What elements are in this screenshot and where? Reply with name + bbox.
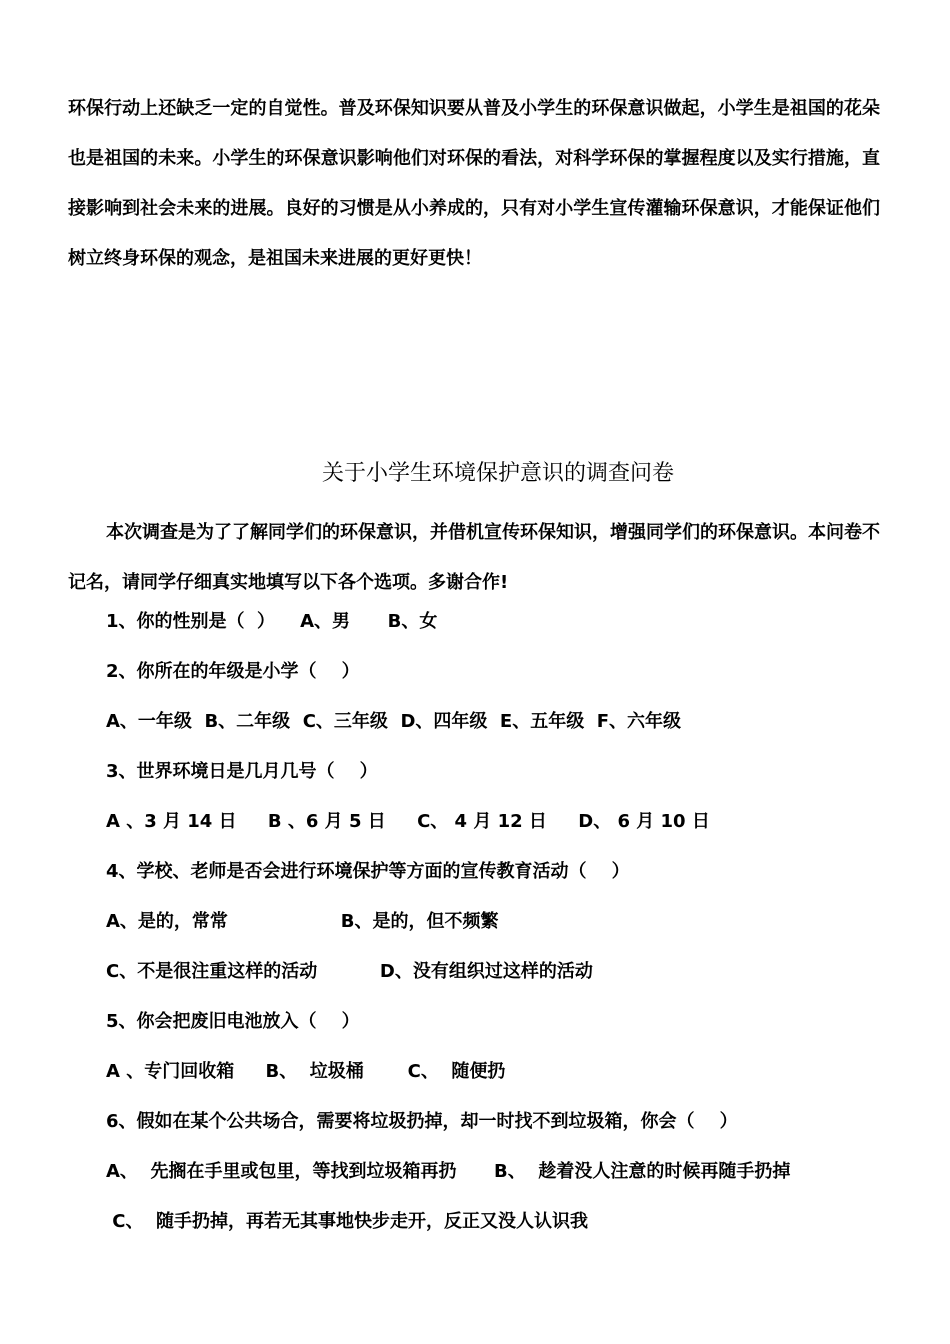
question-4-options-ab: A、是的，常常 B、是的，但不频繁	[106, 911, 499, 932]
question-2: 2、你所在的年级是小学（ ）	[106, 661, 360, 682]
question-2-options: A、一年级 B、二年级 C、三年级 D、四年级 E、五年级 F、六年级	[106, 711, 682, 732]
questionnaire-preface: 本次调查是为了了解同学们的环保意识，并借机宣传环保知识，增强同学们的环保意识。本问卷不记名，请同学仔细真实地填写以下各个选项。多谢合作!	[68, 522, 880, 593]
question-6-options-ab: A、 先搁在手里或包里，等找到垃圾箱再扔 B、 趁着没人注意的时候再随手扔掉	[106, 1161, 791, 1182]
question-3-options: A 、3 月 14 日 B 、6 月 5 日 C、 4 月 12 日 D、 6 月 10 日	[106, 811, 710, 832]
question-4: 4、学校、老师是否会进行环境保护等方面的宣传教育活动（ ）	[106, 861, 630, 882]
question-4-options-cd: C、不是很注重这样的活动 D、没有组织过这样的活动	[106, 961, 593, 982]
question-5: 5、你会把废旧电池放入（ ）	[106, 1011, 360, 1032]
question-6-option-c: C、 随手扔掉，再若无其事地快步走开，反正又没人认识我	[106, 1211, 589, 1232]
question-5-options: A 、专门回收箱 B、 垃圾桶 C、 随便扔	[106, 1061, 506, 1082]
questionnaire-title: 关于小学生环境保护意识的调查问卷	[321, 461, 674, 486]
intro-text: 环保行动上还缺乏一定的自觉性。普及环保知识要从普及小学生的环保意识做起，小学生是祖国的花朵也是祖国的未来。小学生的环保意识影响他们对环保的看法，对科学环保的掌握程度以及实行措施，直接影响到社会未来的进展。良好的习惯是从小养成的，只有对小学生宣传灌输环保意识，才能保证他们树立终身环保的观念，是祖国未来进展的更好更快！	[68, 98, 880, 269]
intro-paragraph	[68, 84, 880, 284]
question-6: 6、假如在某个公共场合，需要将垃圾扔掉，却一时找不到垃圾箱，你会（ ）	[106, 1111, 738, 1132]
question-1: 1、你的性别是（ ） A、男 B、女	[106, 611, 438, 632]
question-3: 3、世界环境日是几月几号（ ）	[106, 761, 378, 782]
